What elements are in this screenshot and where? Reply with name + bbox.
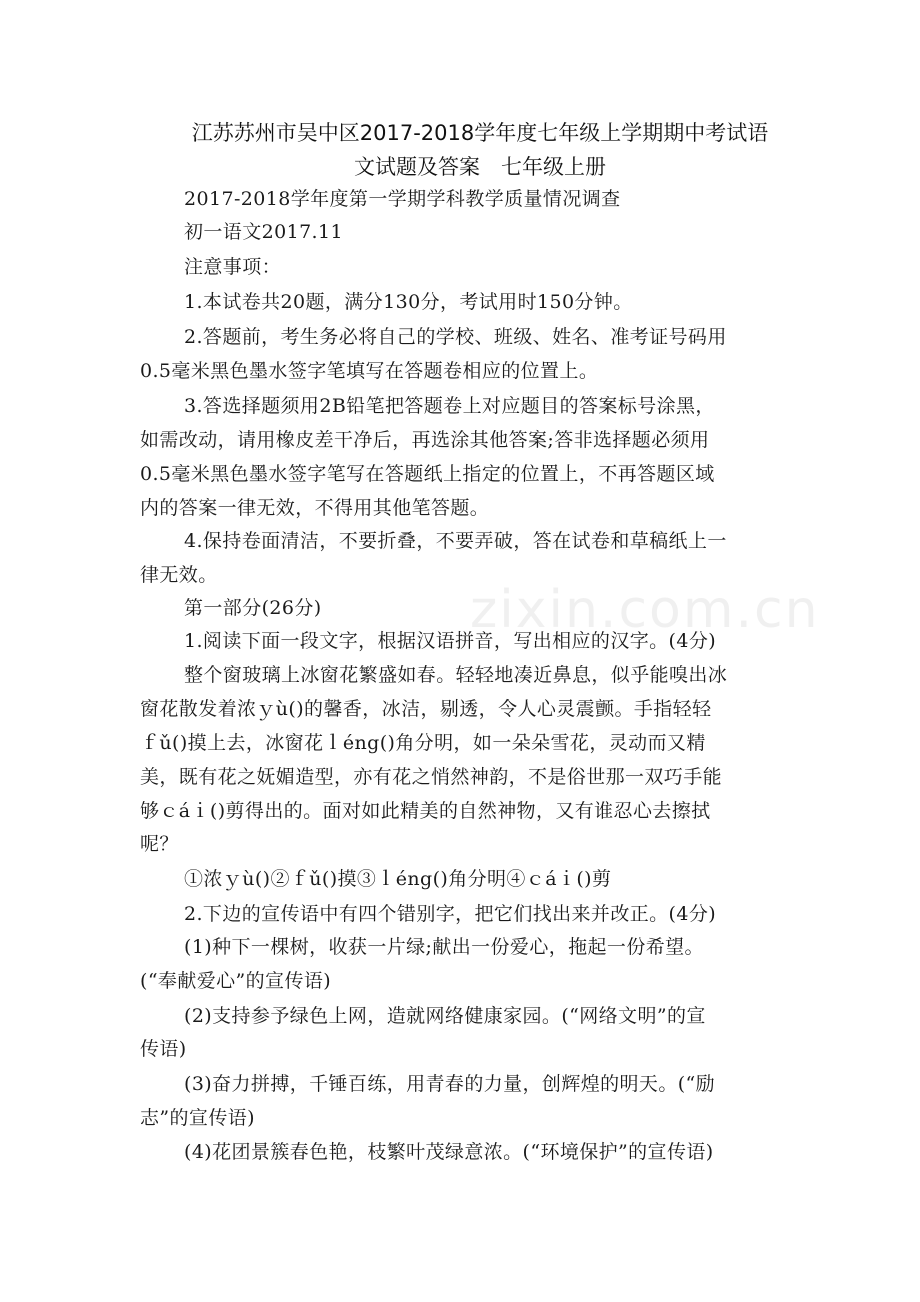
- notice-item-3-cont-1: 如需改动，请用橡皮差干净后，再选涂其他答案;答非选择题必须用: [140, 429, 710, 451]
- document-title-line-1: 江苏苏州市吴中区2017-2018学年度七年级上学期期中考试语: [191, 121, 769, 145]
- notice-item-4-cont: 律无效。: [140, 564, 218, 586]
- notice-item-2-cont: 0.5毫米黑色墨水签字笔填写在答题卷相应的位置上。: [140, 360, 599, 382]
- slogan-3: (3)奋力拼搏，千锤百练，用青春的力量，创辉煌的明天。(“励: [184, 1073, 716, 1095]
- slogan-4: (4)花团景簇春色艳，枝繁叶茂绿意浓。(“环境保护”的宣传语): [184, 1141, 714, 1163]
- passage-line-2: 窗花散发着浓ｙù()的馨香，冰洁，剔透，令人心灵震颤。手指轻轻: [140, 698, 712, 720]
- part-one-heading: 第一部分(26分): [184, 597, 322, 619]
- notice-heading: 注意事项：: [184, 256, 282, 278]
- notice-item-1: 1.本试卷共20题，满分130分，考试用时150分钟。: [184, 291, 633, 313]
- passage-line-6: 呢？: [140, 833, 179, 855]
- passage-line-4: 美，既有花之妩媚造型，亦有花之悄然神韵，不是俗世那一双巧手能: [140, 766, 723, 788]
- passage-line-1: 整个窗玻璃上冰窗花繁盛如春。轻轻地凑近鼻息，似乎能嗅出冰: [184, 664, 728, 686]
- passage-line-3: ｆǔ()摸上去，冰窗花ｌéng()角分明，如一朵朵雪花，灵动而又精: [140, 732, 706, 754]
- slogan-3-cont: 志”的宣传语): [140, 1107, 255, 1129]
- answer-blanks: ①浓ｙù()②ｆǔ()摸③ｌéng()角分明④ｃáｉ()剪: [184, 868, 612, 890]
- slogan-1: (1)种下一棵树，收获一片绿;献出一份爱心，拖起一份希望。: [184, 936, 704, 958]
- slogan-2: (2)支持参予绿色上网，造就网络健康家园。(“网络文明”的宣: [184, 1005, 706, 1027]
- question-1: 1.阅读下面一段文字，根据汉语拼音，写出相应的汉字。(4分): [184, 630, 717, 652]
- slogan-1-cont: (“奉献爱心”的宣传语): [140, 970, 332, 992]
- passage-line-5: 够ｃáｉ()剪得出的。面对如此精美的自然神物，又有谁忍心去擦拭: [140, 800, 711, 822]
- question-2: 2.下边的宣传语中有四个错别字，把它们找出来并改正。(4分): [184, 903, 717, 925]
- slogan-2-cont: 传语): [140, 1038, 187, 1060]
- watermark: zixin.com.cn: [470, 580, 820, 640]
- notice-item-3-cont-2: 0.5毫米黑色墨水签字笔写在答题纸上指定的位置上，不再答题区域: [140, 463, 715, 485]
- notice-item-4: 4.保持卷面清洁，不要折叠，不要弄破，答在试卷和草稿纸上一: [184, 530, 727, 552]
- notice-item-3: 3.答选择题须用2B铅笔把答题卷上对应题目的答案标号涂黑，: [184, 395, 715, 417]
- document-title-line-2: 文试题及答案 七年级上册: [354, 155, 606, 179]
- grade-date: 初一语文2017.11: [184, 221, 343, 243]
- notice-item-3-cont-3: 内的答案一律无效，不得用其他笔答题。: [140, 497, 490, 519]
- survey-title: 2017-2018学年度第一学期学科教学质量情况调查: [184, 188, 621, 210]
- notice-item-2: 2.答题前，考生务必将自己的学校、班级、姓名、准考证号码用: [184, 326, 727, 348]
